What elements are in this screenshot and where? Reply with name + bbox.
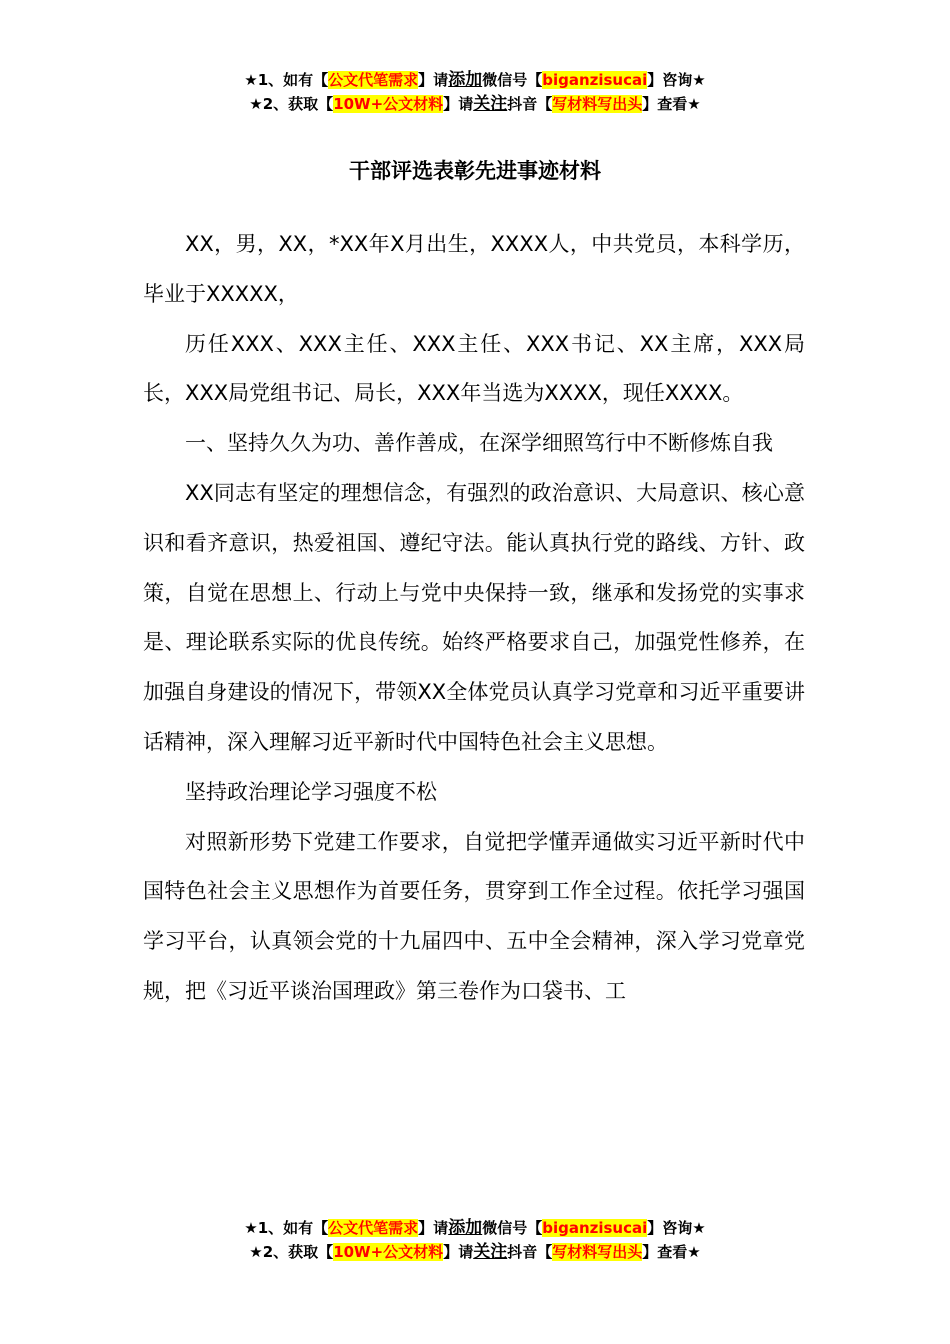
paragraph-ideology: XX同志有坚定的理想信念，有强烈的政治意识、大局意识、核心意识和看齐意识，热爱祖国、遵纪守法。能认真执行党的路线、方针、政策，自觉在思想上、行动上与党中央保持一致，继承和发扬党的实事求是、理论联系实际的优良传统。始终严格要求自己，加强党性修养，在加强自身建设的情况下，带领XX全体党员认真学习党章和习近平重要讲话精神，深入理解习近平新时代中国特色社会主义思想。 <box>143 480 805 754</box>
banner-text: 】咨询★ <box>647 71 706 89</box>
banner-text: 】请 <box>443 95 474 113</box>
banner-line-2 <box>0 1240 950 1264</box>
emphasis-text: 关注 <box>473 94 508 114</box>
banner-text: 微信号【 <box>482 1219 543 1237</box>
emphasis-text: 添加 <box>448 70 483 90</box>
section-heading-1: 一、坚持久久为功、善作善成，在深学细照笃行中不断修炼自我 <box>185 431 773 456</box>
paragraph-profile: XX，男，XX，*XX年X月出生，XXXX人，中共党员，本科学历，毕业于XXXXX， <box>143 232 805 306</box>
banner-line-1 <box>0 68 950 92</box>
document-title: 干部评选表彰先进事迹材料 <box>349 159 601 183</box>
banner-text: 】咨询★ <box>647 1219 706 1237</box>
banner-text: ★1、如有【 <box>244 1219 329 1237</box>
banner-text: ★2、获取【 <box>249 1243 334 1261</box>
douyin-account: 写材料写出头 <box>552 1243 643 1261</box>
highlight-text: 10W+公文材料 <box>333 95 444 113</box>
highlight-text: 公文代笔需求 <box>328 71 419 89</box>
wechat-id: biganzisucai <box>542 1219 648 1237</box>
banner-text: ★2、获取【 <box>249 95 334 113</box>
banner-text: ★1、如有【 <box>244 71 329 89</box>
document-body <box>143 220 805 1017</box>
highlight-text: 公文代笔需求 <box>328 1219 419 1237</box>
banner-text: 抖音【 <box>507 95 553 113</box>
paragraph-study: 对照新形势下党建工作要求，自觉把学懂弄通做实习近平新时代中国特色社会主义思想作为首要任务，贯穿到工作全过程。依托学习强国学习平台，认真领会党的十九届四中、五中全会精神，深入学习党章党规，把《习近平谈治国理政》第三卷作为口袋书、工 <box>143 829 805 1003</box>
banner-text: 】请 <box>418 1219 449 1237</box>
banner-text: 】查看★ <box>642 1243 701 1261</box>
banner-line-2 <box>0 92 950 116</box>
highlight-text: 10W+公文材料 <box>333 1243 444 1261</box>
banner-text: 微信号【 <box>482 71 543 89</box>
emphasis-text: 关注 <box>473 1242 508 1262</box>
emphasis-text: 添加 <box>448 1218 483 1238</box>
banner-text: 】查看★ <box>642 95 701 113</box>
footer-banner <box>0 1216 950 1264</box>
banner-text: 】请 <box>418 71 449 89</box>
banner-text: 】请 <box>443 1243 474 1261</box>
banner-text: 抖音【 <box>507 1243 553 1261</box>
header-banner <box>0 68 950 116</box>
wechat-id: biganzisucai <box>542 71 648 89</box>
paragraph-career: 历任XXX、XXX主任、XXX主任、XXX书记、XX主席，XXX局长，XXX局党组书记、局长，XXX年当选为XXXX，现任XXXX。 <box>143 331 805 406</box>
banner-line-1 <box>0 1216 950 1240</box>
douyin-account: 写材料写出头 <box>552 95 643 113</box>
subheading-study: 坚持政治理论学习强度不松 <box>185 779 437 804</box>
